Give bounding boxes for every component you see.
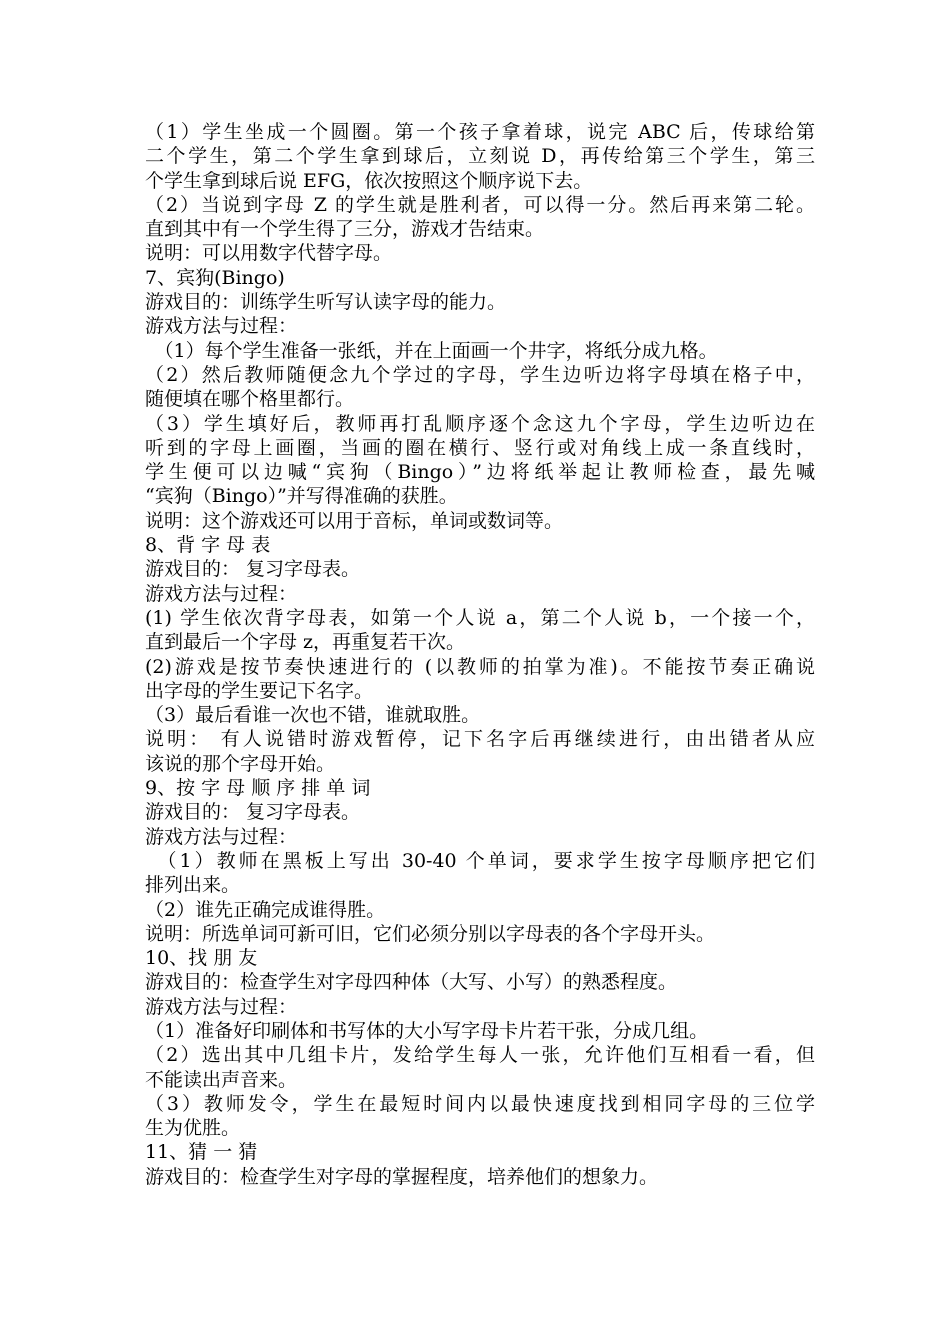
- section-heading: 11、猜 一 猜: [145, 1141, 258, 1164]
- section-heading: 10、找 朋 友: [145, 947, 258, 970]
- method-heading: 游戏方法与过程：: [145, 825, 298, 848]
- paragraph-line: （3）教师发令，学生在最短时间内以最快速度找到相同字母的三位学: [145, 1092, 815, 1115]
- note-line: 说明：这个游戏还可以用于音标，单词或数词等。: [145, 509, 564, 532]
- paragraph-line: (2)游戏是按节奏快速进行的 (以教师的拍掌为准)。不能按节奏正确说: [145, 655, 815, 678]
- paragraph-line: 生为优胜。: [145, 1117, 241, 1140]
- paragraph-line: （2）然后教师随便念九个学过的字母，学生边听边将字母填在格子中，: [145, 363, 815, 386]
- note-line: 说明：所选单词可新可旧，它们必须分别以字母表的各个字母开头。: [145, 922, 716, 945]
- paragraph-line: （1）学生坐成一个圆圈。第一个孩子拿着球，说完 ABC 后，传球给第: [145, 121, 815, 143]
- note-line: 说明： 有人说错时游戏暂停，记下名字后再继续进行，由出错者从应: [145, 728, 815, 751]
- paragraph-line: 随便填在哪个格里都行。: [145, 388, 355, 411]
- paragraph-line: 二个学生，第二个学生拿到球后，立刻说 D，再传给第三个学生，第三: [145, 145, 815, 168]
- paragraph-line: 排列出来。: [145, 874, 241, 897]
- game-purpose: 游戏目的：检查学生对字母四种体（大写、小写）的熟悉程度。: [145, 971, 678, 994]
- paragraph-line: 直到最后一个字母 z，再重复若干次。: [145, 631, 466, 654]
- paragraph-line: “宾狗（Bingo）”并写得准确的获胜。: [145, 485, 458, 508]
- game-purpose: 游戏目的：检查学生对字母的掌握程度，培养他们的想象力。: [145, 1165, 659, 1188]
- paragraph-line: 学生便可以边喊“宾狗（Bingo）”边将纸举起让教师检查，最先喊: [145, 461, 815, 484]
- paragraph-line: （2）当说到字母 Z 的学生就是胜利者，可以得一分。然后再来第二轮。: [145, 193, 815, 216]
- paragraph-line: （3）学生填好后，教师再打乱顺序逐个念这九个字母，学生边听边在: [145, 412, 815, 435]
- paragraph-line: （2）选出其中几组卡片，发给学生每人一张，允许他们互相看一看，但: [145, 1044, 815, 1067]
- paragraph-line: (1) 学生依次背字母表，如第一个人说 a，第二个人说 b，一个接一个，: [145, 606, 815, 629]
- document-body: [145, 120, 815, 1189]
- note-line: 说明：可以用数字代替字母。: [145, 242, 393, 265]
- note-line: 该说的那个字母开始。: [145, 752, 336, 775]
- game-purpose: 游戏目的： 复习字母表。: [145, 801, 361, 824]
- paragraph-line: 直到其中有一个学生得了三分，游戏才告结束。: [145, 218, 545, 241]
- paragraph-line: 出字母的学生要记下名字。: [145, 679, 374, 702]
- paragraph-line: 听到的字母上画圈，当画的圈在横行、竖行或对角线上成一条直线时，: [145, 436, 815, 459]
- game-purpose: 游戏目的：训练学生听写认读字母的能力。: [145, 291, 507, 314]
- method-heading: 游戏方法与过程：: [145, 995, 298, 1018]
- paragraph-line: 不能读出声音来。: [145, 1068, 298, 1091]
- section-heading: 7、宾狗(Bingo): [145, 266, 285, 289]
- paragraph-line: （1）教师在黑板上写出 30-40 个单词，要求学生按字母顺序把它们: [145, 849, 815, 872]
- method-heading: 游戏方法与过程：: [145, 582, 298, 605]
- paragraph-line: （1）准备好印刷体和书写体的大小写字母卡片若干张，分成几组。: [145, 1019, 709, 1042]
- section-heading: 9、按 字 母 顺 序 排 单 词: [145, 777, 371, 800]
- method-heading: 游戏方法与过程：: [145, 315, 298, 338]
- paragraph-line: 个学生拿到球后说 EFG，依次按照这个顺序说下去。: [145, 169, 593, 192]
- section-heading: 8、背 字 母 表: [145, 534, 271, 557]
- game-purpose: 游戏目的： 复习字母表。: [145, 558, 361, 581]
- paragraph-line: （2）谁先正确完成谁得胜。: [145, 898, 386, 921]
- paragraph-line: （3）最后看谁一次也不错，谁就取胜。: [145, 704, 481, 727]
- paragraph-line: （1）每个学生准备一张纸，并在上面画一个井字，将纸分成九格。: [145, 339, 718, 362]
